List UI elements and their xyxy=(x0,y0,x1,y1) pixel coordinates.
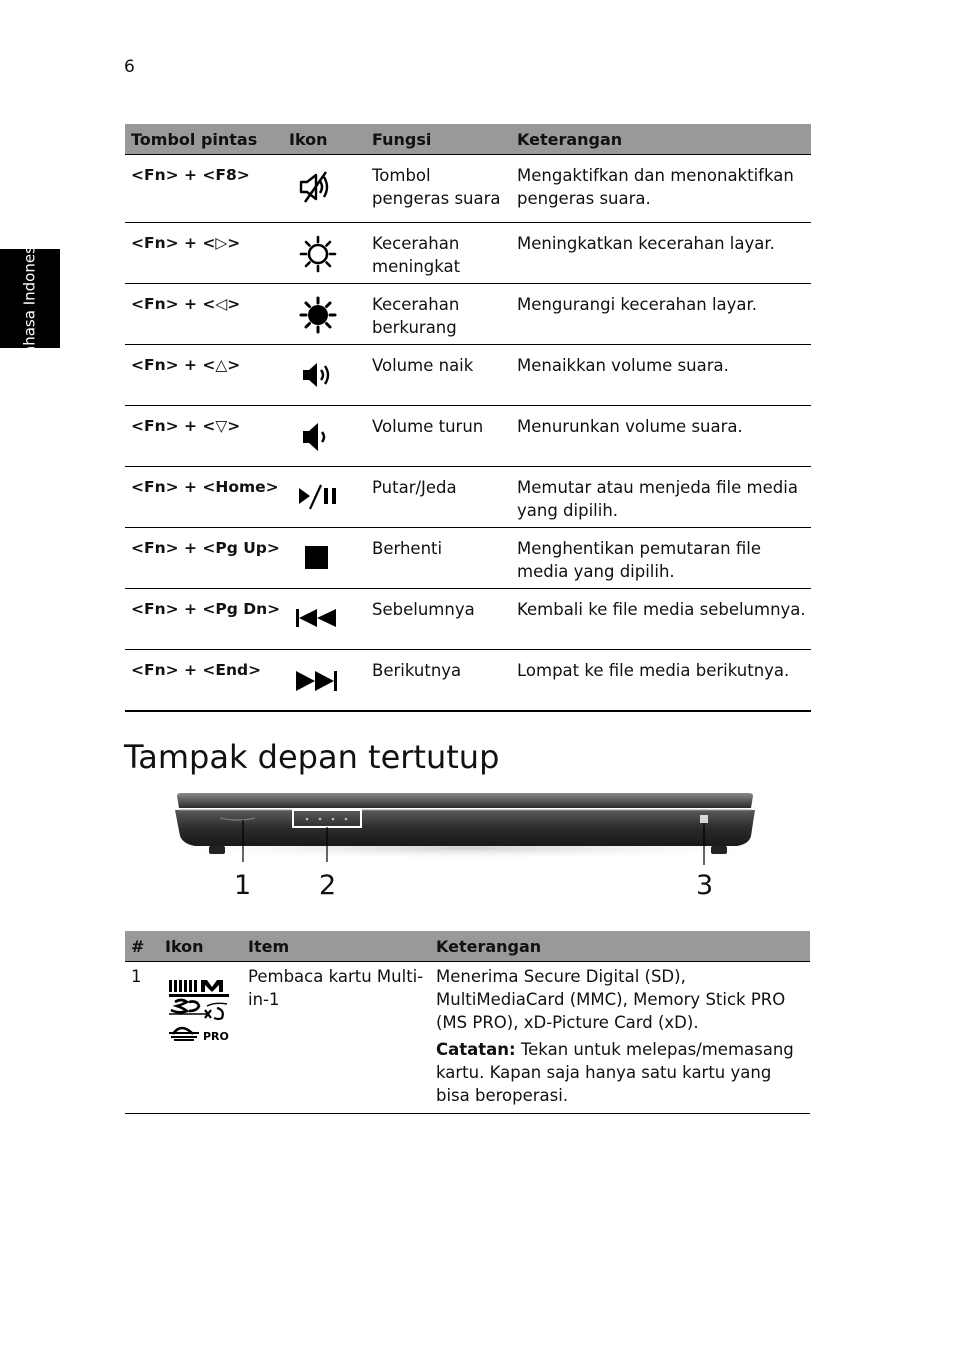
hotkey-function: Sebelumnya xyxy=(366,589,511,650)
hotkey-function: Putar/Jeda xyxy=(366,467,511,528)
hotkey-key: <Fn> + <▽> xyxy=(125,406,283,467)
hotkey-key: <Fn> + <F8> xyxy=(125,155,283,223)
volume-down-icon xyxy=(300,421,334,453)
header-icon: Ikon xyxy=(159,931,242,962)
card-reader-table xyxy=(125,931,810,1114)
hotkey-description: Memutar atau menjeda file media yang dipilih. xyxy=(511,467,811,528)
hotkey-key: <Fn> + <▷> xyxy=(125,223,283,284)
hotkey-description: Lompat ke file media berikutnya. xyxy=(511,650,811,711)
card-item-name: Pembaca kartu Multi-in-1 xyxy=(242,962,430,1114)
hotkey-key: <Fn> + <◁> xyxy=(125,284,283,345)
hotkey-function: Kecerahan meningkat xyxy=(366,223,511,284)
hotkey-description: Menaikkan volume suara. xyxy=(511,345,811,406)
table-row xyxy=(125,528,811,589)
hotkey-description: Mengurangi kecerahan layar. xyxy=(511,284,811,345)
hotkey-description: Menurunkan volume suara. xyxy=(511,406,811,467)
next-icon xyxy=(295,670,341,692)
table-row xyxy=(125,406,811,467)
brightness-down-icon xyxy=(299,296,337,334)
card-note xyxy=(436,1038,810,1107)
table-row xyxy=(125,223,811,284)
hotkey-key: <Fn> + <Pg Dn> xyxy=(125,589,283,650)
table-row xyxy=(125,284,811,345)
hotkey-function: Kecerahan berkurang xyxy=(366,284,511,345)
hotkey-function: Volume turun xyxy=(366,406,511,467)
hotkey-key: <Fn> + <End> xyxy=(125,650,283,711)
hotkey-description: Meningkatkan kecerahan layar. xyxy=(511,223,811,284)
table-row xyxy=(125,650,811,711)
volume-up-icon xyxy=(300,360,334,390)
hotkey-description: Kembali ke file media sebelumnya. xyxy=(511,589,811,650)
brightness-up-icon xyxy=(299,235,337,273)
header-icon: Ikon xyxy=(283,124,366,155)
hotkey-header-row xyxy=(125,124,811,155)
hotkey-key: <Fn> + <Pg Up> xyxy=(125,528,283,589)
card-header-row xyxy=(125,931,810,962)
note-text: Tekan untuk melepas/memasang kartu. Kapan saja hanya satu kartu yang bisa beroperasi. xyxy=(436,1040,794,1105)
play-pause-icon xyxy=(297,483,343,511)
table-row xyxy=(125,589,811,650)
header-description: Keterangan xyxy=(511,124,811,155)
page-number: 6 xyxy=(124,57,135,77)
header-number: # xyxy=(125,931,159,962)
svg-text:PRO: PRO xyxy=(203,1030,229,1042)
hotkey-function: Tombol pengeras suara xyxy=(366,155,511,223)
hotkey-table xyxy=(125,124,811,712)
hotkey-function: Volume naik xyxy=(366,345,511,406)
table-row xyxy=(125,467,811,528)
note-label: Catatan: xyxy=(436,1040,516,1059)
speaker-mute-icon xyxy=(297,170,333,204)
hotkey-key: <Fn> + <Home> xyxy=(125,467,283,528)
language-side-tab xyxy=(0,232,60,366)
header-hotkey: Tombol pintas xyxy=(125,124,283,155)
hotkey-function: Berikutnya xyxy=(366,650,511,711)
row-number: 1 xyxy=(125,962,159,1114)
header-description: Keterangan xyxy=(430,931,810,962)
callout-1: 1 xyxy=(234,870,252,901)
header-function: Fungsi xyxy=(366,124,511,155)
hotkey-function: Berhenti xyxy=(366,528,511,589)
stop-icon xyxy=(305,546,329,570)
section-title: Tampak depan tertutup xyxy=(124,738,500,776)
header-item: Item xyxy=(242,931,430,962)
table-row xyxy=(125,155,811,223)
hotkey-key: <Fn> + <△> xyxy=(125,345,283,406)
hotkey-description: Mengaktifkan dan menonaktifkan pengeras suara. xyxy=(511,155,811,223)
hotkey-description: Menghentikan pemutaran file media yang dipilih. xyxy=(511,528,811,589)
table-row xyxy=(125,345,811,406)
language-label: Bahasa Indonesia xyxy=(20,232,39,366)
table-row xyxy=(125,962,810,1114)
card-reader-logos-icon xyxy=(167,978,233,1042)
callout-2: 2 xyxy=(319,870,337,901)
previous-icon xyxy=(295,608,341,628)
card-description: Menerima Secure Digital (SD), MultiMediaCard (MMC), Memory Stick PRO (MS PRO), xD-Picture Card (xD). xyxy=(436,967,786,1032)
callout-3: 3 xyxy=(696,870,714,901)
